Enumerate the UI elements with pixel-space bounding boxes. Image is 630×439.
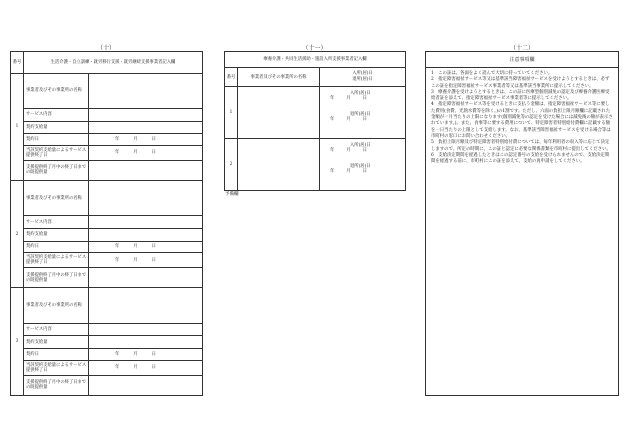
panel2-header-no: 番号 — [225, 68, 238, 87]
residential-entry-row — [225, 139, 406, 191]
date-part-year: 年 — [330, 148, 335, 153]
spare-field-label: 予備欄 — [225, 192, 239, 197]
entry-row — [11, 268, 203, 288]
date-part-year: 年 — [115, 365, 120, 371]
residential-record-table — [224, 51, 406, 191]
panel2-header-title: 療養介護・共同生活援助・施設入所支援事業者記入欄 — [225, 52, 406, 68]
entry-row — [11, 121, 203, 134]
entry-row — [11, 180, 203, 215]
residential-dates[interactable] — [320, 139, 406, 191]
entry-number: 1 — [11, 73, 24, 180]
header-no: 番号 — [11, 52, 24, 74]
entry-row — [11, 145, 203, 160]
field-value-provider[interactable] — [89, 288, 203, 323]
residential-dates[interactable] — [320, 87, 406, 139]
admit-date-label: 入所(居)日 — [350, 91, 371, 96]
date-part-month: 月 — [346, 169, 351, 174]
date-part-month: 月 — [346, 117, 351, 122]
note-item: 5 負担上限月額及び特定障害者特別給付費については、毎年利用者の収入等に応じて決定しますので、所定の時期に、この証と認定に必要な関係書類を市町村に提出してください。 — [431, 140, 611, 152]
admit-label: 入所(居)日 — [352, 71, 373, 76]
residential-entry-row — [225, 87, 406, 139]
entry-row — [11, 336, 203, 349]
discharge-date-label: 退所(居)日 — [350, 112, 371, 117]
date-part-month: 月 — [346, 148, 351, 153]
field-label-contract-amount: 契約支給量 — [24, 336, 89, 349]
field-value-contract-date[interactable] — [89, 241, 203, 252]
field-value-end-date[interactable] — [89, 145, 203, 160]
date-part-month: 月 — [133, 136, 138, 142]
entry-row — [11, 134, 203, 145]
residential-provider-value[interactable] — [238, 87, 320, 139]
date-part-year: 年 — [115, 257, 120, 263]
field-value-service[interactable] — [89, 323, 203, 336]
entry-row — [11, 108, 203, 121]
field-value-used-amount[interactable] — [89, 268, 203, 288]
entry-row — [11, 216, 203, 229]
field-label-provider: 事業者及びその事業所の名称 — [24, 288, 89, 323]
date-part-year: 年 — [115, 244, 120, 250]
field-label-service: サービス内容 — [24, 323, 89, 336]
field-value-provider[interactable] — [89, 180, 203, 215]
field-label-service: サービス内容 — [24, 108, 89, 121]
date-part-year: 年 — [115, 351, 120, 357]
date-part-month: 月 — [346, 96, 351, 101]
date-part-month: 月 — [133, 150, 138, 156]
field-value-service[interactable] — [89, 108, 203, 121]
entry-row — [11, 375, 203, 395]
notes-header: 注意事項欄 — [426, 52, 618, 68]
entry-row — [11, 73, 203, 108]
field-label-contract-date: 契約日 — [24, 134, 89, 145]
date-part-day: 日 — [151, 244, 156, 250]
date-part-month: 月 — [133, 365, 138, 371]
entry-row — [11, 160, 203, 180]
note-item: 1 この証は、各面をよく読んで大切に持っていてください。 — [431, 71, 553, 76]
date-part-year: 年 — [330, 117, 335, 122]
entry-row — [11, 288, 203, 323]
panel2-number: （十一） — [302, 45, 327, 52]
date-part-day: 日 — [362, 117, 367, 122]
header-title: 生活介護・自立訓練・就労移行支援・就労継続支援事業者記入欄 — [24, 52, 203, 74]
field-label-contract-amount: 契約支給量 — [24, 121, 89, 134]
note-item: 3 療養介護を受けようとするときは、この証に医療型個別減免の認定及び療養介護医療受給者証を添えて、指定障害福祉サービス事業者等に提示してください。 — [431, 89, 610, 102]
field-label-provider: 事業者及びその事業所の名称 — [24, 180, 89, 215]
field-value-provider[interactable] — [89, 73, 203, 108]
entry-row — [11, 253, 203, 268]
date-part-day: 日 — [151, 365, 156, 371]
residential-entry-number: 2 — [225, 139, 238, 191]
notes-panel — [425, 51, 619, 396]
date-part-day: 日 — [151, 136, 156, 142]
panel2-header-provider: 事業者及びその事業所の名称 — [238, 68, 320, 87]
field-label-service: サービス内容 — [24, 216, 89, 229]
date-part-day: 日 — [362, 148, 367, 153]
date-part-day: 日 — [151, 257, 156, 263]
date-part-day: 日 — [151, 150, 156, 156]
field-label-end-date: 当該契約支給量によるサービス提供終了日 — [24, 253, 89, 268]
date-part-month: 月 — [133, 244, 138, 250]
entry-number: 2 — [11, 180, 24, 287]
date-part-day: 日 — [362, 96, 367, 101]
date-part-day: 日 — [151, 351, 156, 357]
field-value-contract-date[interactable] — [89, 134, 203, 145]
entry-row — [11, 323, 203, 336]
residential-entry-number: 1 — [225, 87, 238, 139]
date-part-month: 月 — [133, 257, 138, 263]
field-value-end-date[interactable] — [89, 360, 203, 375]
discharge-label: 退所(居)日 — [352, 77, 373, 82]
panel3-number: （十二） — [509, 45, 534, 52]
field-value-end-date[interactable] — [89, 253, 203, 268]
entry-row — [11, 360, 203, 375]
field-label-contract-amount: 契約支給量 — [24, 229, 89, 242]
note-item: 2 指定障害福祉サービス等又は基準該当障害福祉サービスを受けようとするときは、必ずこの証を指定障害福祉サービス事業者等又は基準該当事業所に提示してください。 — [431, 77, 610, 89]
entry-row — [11, 229, 203, 242]
entry-row — [11, 349, 203, 360]
field-value-contract-amount[interactable] — [89, 336, 203, 349]
field-label-used-amount: 支援提供終了月中の終了日までの既提供量 — [24, 160, 89, 180]
field-value-used-amount[interactable] — [89, 160, 203, 180]
notes-body — [426, 68, 618, 168]
field-value-used-amount[interactable] — [89, 375, 203, 395]
note-item: 4 指定障害福祉サービス等を受けるときに支払う金額は、指定障害福祉サービス等に要した費用(食費、光熱水費等を除く。)の1割です。ただし、六面の負担上限月額欄に記載された金額が一月当たりの上限になります(個別減免等の認定を受けた場合には減免後の額が表示されています。)。また、食事等に要する費用について、特定障害者特別給付費欄に記載する額を一日当たりの上限として支給します。なお、基準該当障害福祉サービスを受ける場合等は市町村の窓口にお問い合わせください。 — [431, 102, 613, 139]
note-item: 6 支給決定期間を経過したときはこの認定番号の支給を受けられませんので、支給決定期間を経過する前に、市町村にこの証を添えて、支給の再申請をしてください。 — [431, 152, 610, 165]
entry-row — [11, 241, 203, 252]
date-part-day: 日 — [362, 169, 367, 174]
date-part-month: 月 — [133, 351, 138, 357]
field-label-end-date: 当該契約支給量によるサービス提供終了日 — [24, 360, 89, 375]
residential-provider-value[interactable] — [238, 139, 320, 191]
field-label-provider: 事業者及びその事業所の名称 — [24, 73, 89, 108]
field-label-contract-date: 契約日 — [24, 349, 89, 360]
field-label-used-amount: 支援提供終了月中の終了日までの既提供量 — [24, 268, 89, 288]
date-part-year: 年 — [115, 150, 120, 156]
field-value-contract-amount[interactable] — [89, 229, 203, 242]
panel1-number: （十） — [96, 45, 115, 52]
discharge-date-label: 退所(居)日 — [350, 164, 371, 169]
field-value-contract-amount[interactable] — [89, 121, 203, 134]
field-label-used-amount: 支援提供終了月中の終了日までの既提供量 — [24, 375, 89, 395]
date-part-year: 年 — [330, 96, 335, 101]
field-label-end-date: 当該契約支給量によるサービス提供終了日 — [24, 145, 89, 160]
admit-date-label: 入所(居)日 — [350, 143, 371, 148]
date-part-year: 年 — [330, 169, 335, 174]
field-label-contract-date: 契約日 — [24, 241, 89, 252]
field-value-contract-date[interactable] — [89, 349, 203, 360]
entry-number: 3 — [11, 288, 24, 396]
field-value-service[interactable] — [89, 216, 203, 229]
provider-record-table — [10, 51, 203, 396]
date-part-year: 年 — [115, 136, 120, 142]
